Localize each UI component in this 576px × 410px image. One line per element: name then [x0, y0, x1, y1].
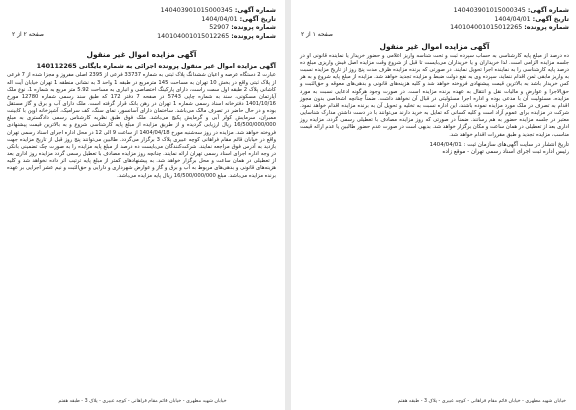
office-address-footer: خیابان شهید مطهری - خیابان قائم مقام فراهانی - کوچه عبیری - پلاک 3 - طبقه هفتم [58, 399, 227, 404]
notice-subtitle: آگهی مزایده اموال غیر منقول پرونده اجرائی به شماره بایگانی 140112265 [36, 62, 276, 71]
publish-date-line: تاریخ انتشار در سایت آگهی‌های سازمان ثبت : 1404/04/01 [429, 141, 569, 148]
notice-title: آگهی مزایده اموال غیر منقول [86, 50, 197, 60]
signature-block [300, 142, 569, 157]
notice-title: آگهی مزایده اموال غیر منقول [379, 41, 490, 51]
notice-meta [300, 7, 569, 33]
page-one [291, 0, 576, 410]
meta-notice-number: شماره آگهی: 140403901015000345 [160, 7, 276, 14]
meta-archive-number: شماره پرونده: 140104001015012265 [450, 24, 569, 32]
notice-body: ده درصد از مبلغ پایه کارشناسی به حساب سپرده ثبت و تحت شناسه واریز اعلامی و حضور خریدار یا نماینده قانونی او در جلسه مزایده الزامی است. لذا خریداران و یا خریداران می‌بایست تا قبل از شروع وقت مزایده اصل فیش واریزی مبلغ ده درصد پایه کارشناسی را به نماینده اجرا تحویل نمایند. در صورتی که برنده مزایده ظرف مدت پنج روز از تاریخ مزایده نسبت به واریز مابقی ثمن اقدام ننماید، سپرده وی به نفع دولت ضبط و مزایده تجدید خواهد شد. مزایده از مبلغ پایه شروع و به هر کس خریدار باشد به بالاترین قیمت پیشنهادی فروخته خواهد شد و کلیه هزینه‌های قانونی و بدهی‌های معوقه و حق‌الثبت و حق‌الاجرا و عوارض و مالیات نقل و انتقال به عهده برنده مزایده است. در صورت وجود هرگونه ادعایی نسبت به مورد مزایده، مسئولیت آن با مدعی بوده و اداره اجرا مسئولیتی در قبال آن نخواهد داشت. ضمناً چنانچه اشخاصی بدون مجوز اقدام به تصرف در ملک مورد مزایده نموده باشند، این اداره نسبت به تخلیه و تحویل آن به برنده مزایده اقدام خواهد نمود. شرکت در مزایده برای عموم آزاد است و کلیه کسانی که تمایل به خرید دارند می‌توانند با در دست داشتن مدارک شناسایی معتبر در جلسه مزایده حضور به هم رسانند. ضمناً در صورتی که روز مزایده مصادف با تعطیلی رسمی گردد، مزایده روز اداری بعد از تعطیلی در همان ساعت و مکان برگزار خواهد شد. بدیهی است در صورت عدم حضور طالبین یا عدم ارائه قیمت مناسب، مزایده تجدید و طبق مقررات اقدام خواهد شد. [300, 52, 569, 138]
signatory-line: رئیس اداره ثبت اجرای اسناد رسمی تهران - موقع زاده [442, 149, 569, 156]
meta-archive-number: شماره پرونده: 140104001015012265 [157, 32, 276, 40]
office-address-footer: خیابان شهید مطهری - خیابان قائم مقام فراهانی - کوچه عبیری - پلاک 3 - طبقه هفتم [397, 399, 566, 404]
page-number: صفحه ۲ از ۲ [12, 31, 44, 38]
meta-notice-date: تاریخ آگهی: 1404/04/01 [494, 15, 569, 23]
notice-meta [7, 7, 276, 41]
notice-body: عبارت 2 دستگاه عرصه و اعیان ششدانگ پلاک ثبتی به شماره 33737 فرعی از 2395 اصلی مفروز و مجزا شده از 7 فرعی از پلاک ثبتی واقع در بخش 10 تهران به مساحت 145 مترمربع در طبقه 1 واحد 3 به نشانی منطقه 1 تهران خیابان آیت اله کاشانی پلاک 2 طبقه اول سمت راست، دارای پارکینگ اختصاصی و انباری به مساحت 5.92 متر مربع به شماره 1، نوع ملک آپارتمان مسکونی، سند به شماره چاپی 5743 در صفحه 7 دفتر 172 که طبق سند رسمی شماره 12780 مورخ 1401/10/16 دفترخانه اسناد رسمی شماره 1 تهران در رهن بانک قرار گرفته است. ملک دارای آب و برق و گاز مستقل بوده و در حال حاضر در تصرف مالک می‌باشد. ساختمان دارای آسانسور، نمای سنگ، کف سرامیک، آشپزخانه اوپن با کابینت ممبران، سرمایش کولر آبی و گرمایش پکیج می‌باشد. ملک فوق طبق نظریه کارشناس رسمی دادگستری به مبلغ 16/500/000/000 ریال ارزیابی گردیده و از طریق مزایده از مبلغ پایه کارشناسی شروع و به بالاترین قیمت پیشنهادی فروخته خواهد شد. مزایده در روز سه‌شنبه مورخ 1404/04/18 از ساعت 9 الی 12 در محل اداره اجرای اسناد رسمی تهران واقع در خیابان قائم مقام فراهانی کوچه عبیری پلاک 3 برگزار می‌گردد. طالبین می‌توانند پنج روز قبل از تاریخ مزایده جهت بازدید به آدرس فوق مراجعه نمایند. شرکت‌کنندگان می‌بایست ده درصد از مبلغ پایه مزایده را به صورت چک تضمینی بانکی در وجه اداره اجرای اسناد رسمی تهران ارائه نمایند. چنانچه روز مزایده مصادف با تعطیل رسمی گردد مزایده روز اداری بعد از تعطیلی در همان ساعت و محل برگزار خواهد شد. به پیشنهادهای کمتر از مبلغ پایه ترتیب اثر داده نخواهد شد و کلیه هزینه‌های قانونی و بدهی‌های مربوط به آب و برق و گاز و عوارض شهرداری و دارایی و حق‌الثبت و نیم عشر اجرایی بر عهده برنده مزایده می‌باشد. مبلغ 16/500/000/000 ریال پایه مزایده می‌باشد. [7, 72, 277, 179]
page-number: صفحه ۱ از ۲ [301, 31, 333, 38]
meta-notice-number: شماره آگهی: 140403901015000345 [453, 7, 569, 14]
meta-file-number: شماره پرونده: 52907 [209, 24, 276, 32]
meta-notice-date: تاریخ آگهی: 1404/04/01 [201, 15, 276, 23]
page-two [0, 0, 285, 410]
